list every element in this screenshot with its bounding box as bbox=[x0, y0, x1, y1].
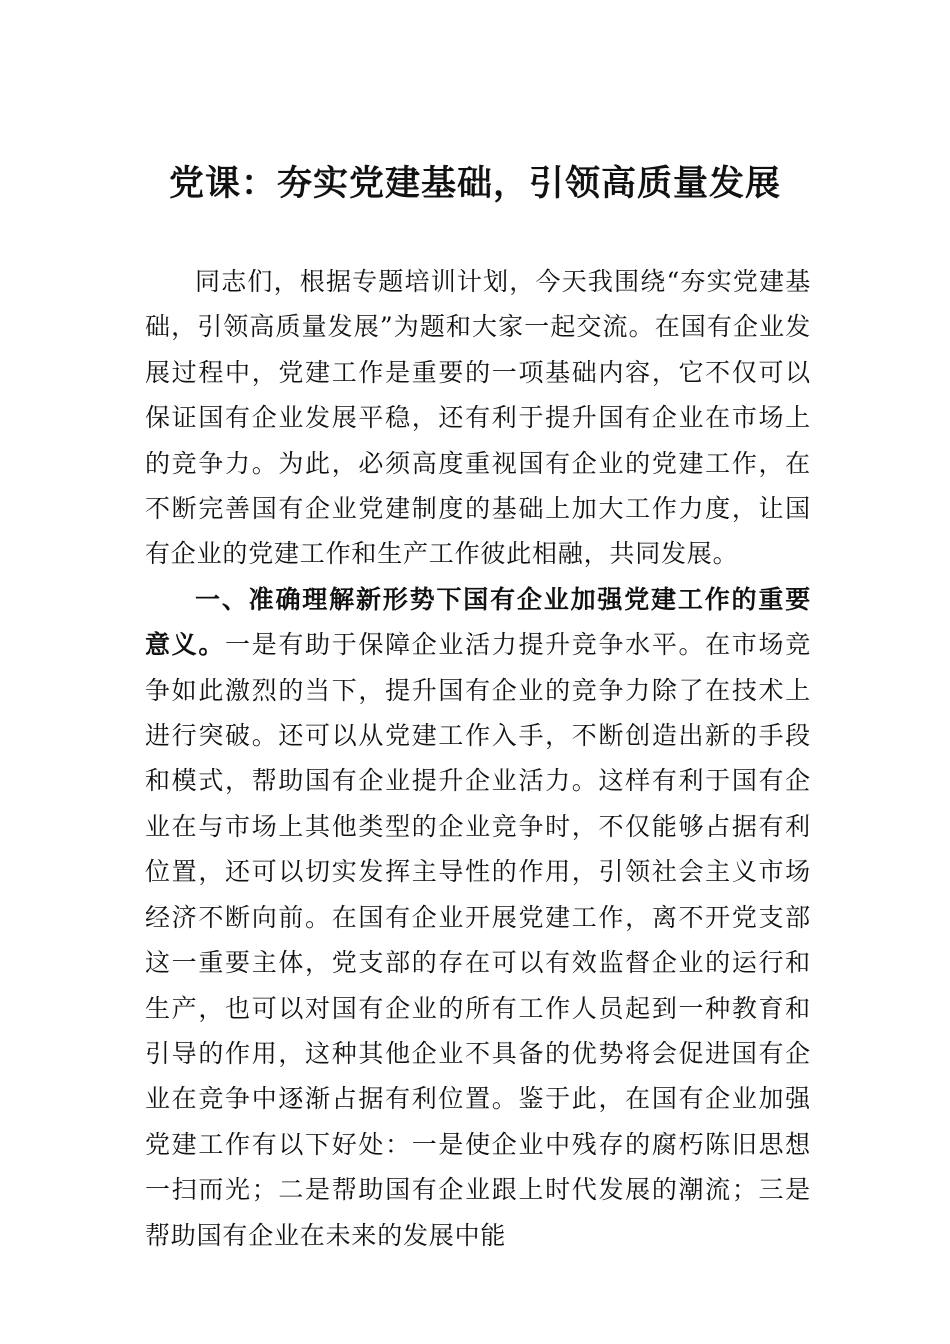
section-one-heading: 一、准确理解新形势下国有企业加强党建工作的重要意义。 bbox=[145, 584, 811, 660]
document-body bbox=[145, 259, 811, 1258]
section-one-paragraph bbox=[145, 577, 811, 1258]
section-one-text: 一是有助于保障企业活力提升竞争水平。在市场竞争如此激烈的当下，提升国有企业的竞争力除了在技术上进行突破。还可以从党建工作入手，不断创造出新的手段和模式，帮助国有企业提升企业活力。这样有利于国有企业在与市场上其他类型的企业竞争时，不仅能够占据有利位置，还可以切实发挥主导性的作用，引领社会主义市场经济不断向前。在国有企业开展党建工作，离不开党支部这一重要主体，党支部的存在可以有效监督企业的运行和生产，也可以对国有企业的所有工作人员起到一种教育和引导的作用，这种其他企业不具备的优势将会促进国有企业在竞争中逐渐占据有利位置。鉴于此，在国有企业加强党建工作有以下好处：一是使企业中残存的腐朽陈旧思想一扫而光；二是帮助国有企业跟上时代发展的潮流；三是帮助国有企业在未来的发展中能 bbox=[145, 630, 811, 1250]
document-title: 党课：夯实党建基础，引领高质量发展 bbox=[168, 163, 781, 204]
intro-paragraph: 同志们，根据专题培训计划，今天我围绕“夯实党建基础，引领高质量发展”为题和大家一起交流。在国有企业发展过程中，党建工作是重要的一项基础内容，它不仅可以保证国有企业发展平稳，还有利于提升国有企业在市场上的竞争力。为此，必须高度重视国有企业的党建工作，在不断完善国有企业党建制度的基础上加大工作力度，让国有企业的党建工作和生产工作彼此相融，共同发展。 bbox=[145, 267, 811, 569]
